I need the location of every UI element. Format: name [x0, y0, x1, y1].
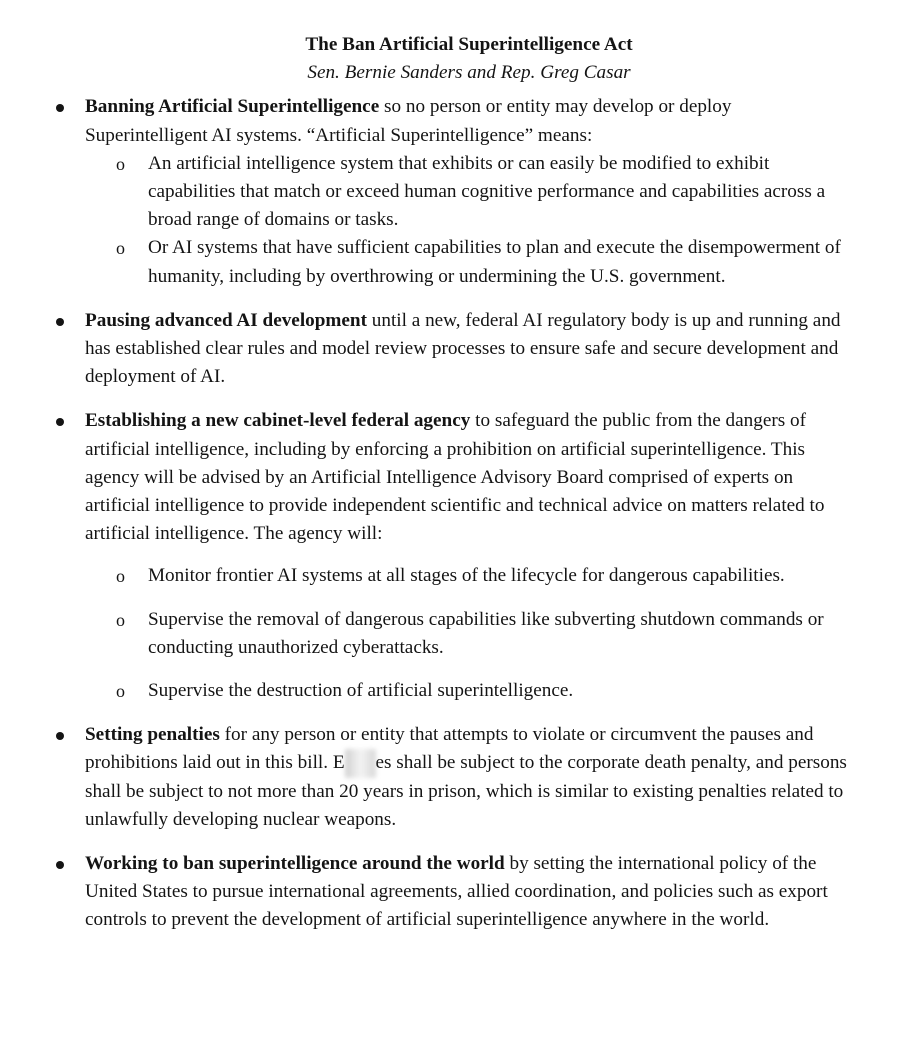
document-sponsors: Sen. Bernie Sanders and Rep. Greg Casar [307, 62, 631, 84]
sub-item-text: Or AI systems that have sufficient capabilities to plan and execute the disempowerment of humanity, including by overthrowing or undermining the U.S. government. [148, 237, 841, 287]
provision-text: to safeguard the public from the dangers of artificial intelligence, including by enforcing a prohibition on artificial superintelligence. This agency will be advised by an Artificial Intelligence Advisory Board comprised of experts on artificial intelligence to provide independent scientific and technical advice on matters related to artificial intelligence. The agency will: [85, 410, 825, 545]
agency-duties-list [85, 562, 856, 705]
provision-pause-development [52, 307, 856, 392]
provision-penalties [52, 721, 856, 834]
hollow-bullet-icon: o [116, 566, 125, 587]
provision-ban-superintelligence [52, 93, 856, 290]
redacted-text [345, 749, 376, 777]
sub-item [85, 234, 856, 290]
provision-text: until a new, federal AI regulatory body is up and running and has established clear rules and model review processes to ensure safe and secure development and deployment of AI. [85, 309, 841, 388]
provision-text: by setting the international policy of the United States to pursue international agreements, allied coordination, and policies such as export controls to prevent the development of artificial superintelligence anywhere in the world. [85, 853, 828, 931]
bullet-icon [56, 861, 64, 869]
bullet-icon [56, 732, 64, 740]
provision-heading: Banning Artificial Superintelligence [85, 96, 380, 118]
document-header [82, 31, 856, 87]
provision-heading: Pausing advanced AI development [85, 309, 367, 331]
provision-federal-agency [52, 407, 856, 705]
sub-item-text: Supervise the removal of dangerous capabilities like subverting shutdown commands or conducting unauthorized cyberattacks. [148, 608, 824, 658]
provision-heading: Working to ban superintelligence around the world [85, 853, 505, 875]
hollow-bullet-icon: o [116, 609, 125, 630]
bullet-icon [56, 104, 64, 112]
bullet-icon [56, 418, 64, 426]
obscured-initial: E [332, 752, 345, 774]
hollow-bullet-icon: o [116, 153, 125, 174]
sub-item-text: Monitor frontier AI systems at all stages of the lifecycle for dangerous capabilities. [148, 565, 785, 587]
provision-text: so no person or entity may develop or deploy Superintelligent AI systems. “Artificial Superintelligence” means: [85, 96, 732, 146]
hollow-bullet-icon: o [116, 681, 125, 702]
document-title: The Ban Artificial Superintelligence Act [305, 34, 633, 55]
sub-item [85, 677, 856, 705]
provision-heading: Setting penalties [85, 724, 220, 746]
sub-item-text: Supervise the destruction of artificial superintelligence. [148, 680, 574, 702]
bullet-icon [56, 318, 64, 326]
definition-list [85, 150, 856, 291]
provision-text: for any person or entity that attempts to violate or circumvent the pauses and prohibitions laid out in this bill. [85, 724, 814, 774]
hollow-bullet-icon: o [116, 238, 125, 259]
sub-item [85, 606, 856, 662]
provision-text-continued: es shall be subject to the corporate death penalty, and persons shall be subject to not more than 20 years in prison, which is similar to existing penalties related to unlawfully developing nuclear weapons. [85, 752, 847, 830]
provisions-list [52, 93, 856, 934]
sub-item-text: An artificial intelligence system that exhibits or can easily be modified to exhibit capabilities that match or exceed human cognitive performance and capabilities across a broad range of domains or tasks. [148, 152, 826, 231]
provision-international-ban [52, 850, 856, 935]
provision-heading: Establishing a new cabinet-level federal agency [85, 410, 471, 432]
sub-item [85, 562, 856, 590]
sub-item [85, 150, 856, 235]
